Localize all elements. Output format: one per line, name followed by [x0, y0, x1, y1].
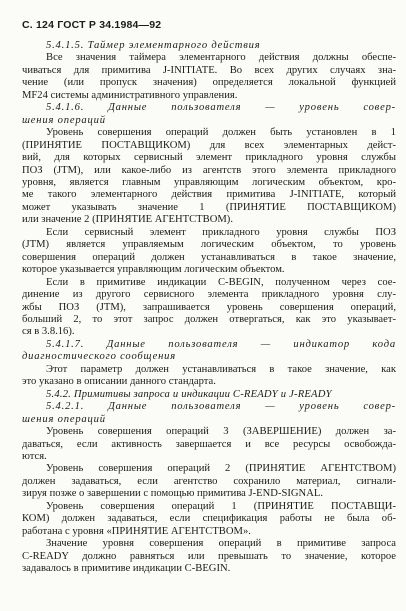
text-line: 5.4.2.1. Данные пользователя — уровень совер- [46, 401, 396, 413]
text-line: (JTM) является управляемым логическим объектом, то уровень [22, 239, 396, 251]
text-line: совершения операций должен устанавливаться в такое значение, [22, 251, 396, 263]
text-line: MF24 системы административного управления. [22, 89, 238, 101]
text-line: или значение 2 (ПРИНЯТИЕ АГЕНТСТВОМ). [22, 214, 233, 226]
text-line: Если сервисный элемент прикладного уровня службы ПОЗ [46, 226, 396, 238]
text-line: Значение уровня совершения операций в примитиве запроса [46, 538, 396, 550]
text-line: уровня, является главным управляющим логическим объектом, кро- [22, 176, 396, 188]
document-body [22, 40, 396, 575]
text-line: ются. [22, 450, 47, 462]
text-line: Этот параметр должен устанавливаться в такое значение, как [46, 363, 396, 375]
text-line: больший 2, то этот запрос должен отвергаться, как это указывает- [22, 313, 396, 325]
text-line: чиваться для примитива J-INITIATE. Во всех других случаях зна- [22, 64, 396, 76]
text-line: Уровень совершения операций 3 (ЗАВЕРШЕНИЕ) должен за- [46, 426, 396, 438]
text-line: 5.4.2. Примитивы запроса и индикации C-READY и J-READY [46, 388, 332, 400]
text-line: Все значения таймера элементарного действия должны обеспе- [46, 52, 396, 64]
text-line: динение из другого сервисного элемента прикладного уровня слу- [22, 289, 396, 301]
text-line: чение (или пропуск значения) определяется локальной функцией [22, 77, 396, 89]
text-line: жбы ПОЗ (JTM), запрашивается уровень совершения операций, [22, 301, 396, 313]
text-line: диагностического сообщения [22, 351, 176, 363]
text-line: шения операций [22, 114, 106, 126]
text-line: 5.4.1.5. Таймер элементарного действия [46, 40, 261, 51]
text-line: 5.4.1.6. Данные пользователя — уровень совер- [46, 102, 396, 114]
text-line: которое указывается управляющим логическим объектом. [22, 264, 285, 276]
text-line: вий, для которых сервисный элемент прикладного уровня службы [22, 152, 396, 164]
text-line: Если в примитиве индикации C-BEGIN, полученном через сое- [46, 276, 396, 288]
text-line: задавалось в примитиве индикации C-BEGIN. [22, 563, 231, 575]
text-line: 5.4.1.7. Данные пользователя — индикатор кода [46, 338, 396, 350]
text-line: C-READY должно равняться или превышать то значение, которое [22, 550, 396, 562]
text-line: шения операций [22, 413, 106, 425]
text-line: работана с уровня «ПРИНЯТИЕ АГЕНТСТВОМ». [22, 525, 251, 537]
text-line: должен задаваться, если агентство сохранило материал, сигнали- [22, 475, 396, 487]
text-line: ся в 3.8.16). [22, 326, 75, 338]
text-line: зируя позже о завершении с помощью примитива J-END-SIGNAL. [22, 488, 323, 500]
text-line: ме такого элементарного действия примитива J-INITIATE, который [22, 189, 396, 201]
text-line: Уровень совершения операций 2 (ПРИНЯТИЕ АГЕНТСТВОМ) [46, 463, 396, 475]
text-line: ПОЗ (JTM), или какое-либо из агентств этого элемента прикладного [22, 164, 396, 176]
text-line: это указано в описании данного стандарта. [22, 376, 216, 388]
page-header: С. 124 ГОСТ Р 34.1984—92 [22, 19, 162, 31]
text-line: даваться, если активность завершается и все ресурсы освобожда- [22, 438, 396, 450]
text-line: Уровень совершения операций должен быть установлен в 1 [46, 127, 396, 139]
text-line: (ПРИНЯТИЕ ПОСТАВЩИКОМ) для всех элементарных дейст- [22, 139, 396, 151]
text-line: КОМ) должен задаваться, если спецификация работы не была об- [22, 513, 396, 525]
text-line: может указывать значение 1 (ПРИНЯТИЕ ПОСТАВЩИКОМ) [22, 201, 396, 213]
text-line: Уровень совершения операций 1 (ПРИНЯТИЕ ПОСТАВЩИ- [46, 500, 396, 512]
